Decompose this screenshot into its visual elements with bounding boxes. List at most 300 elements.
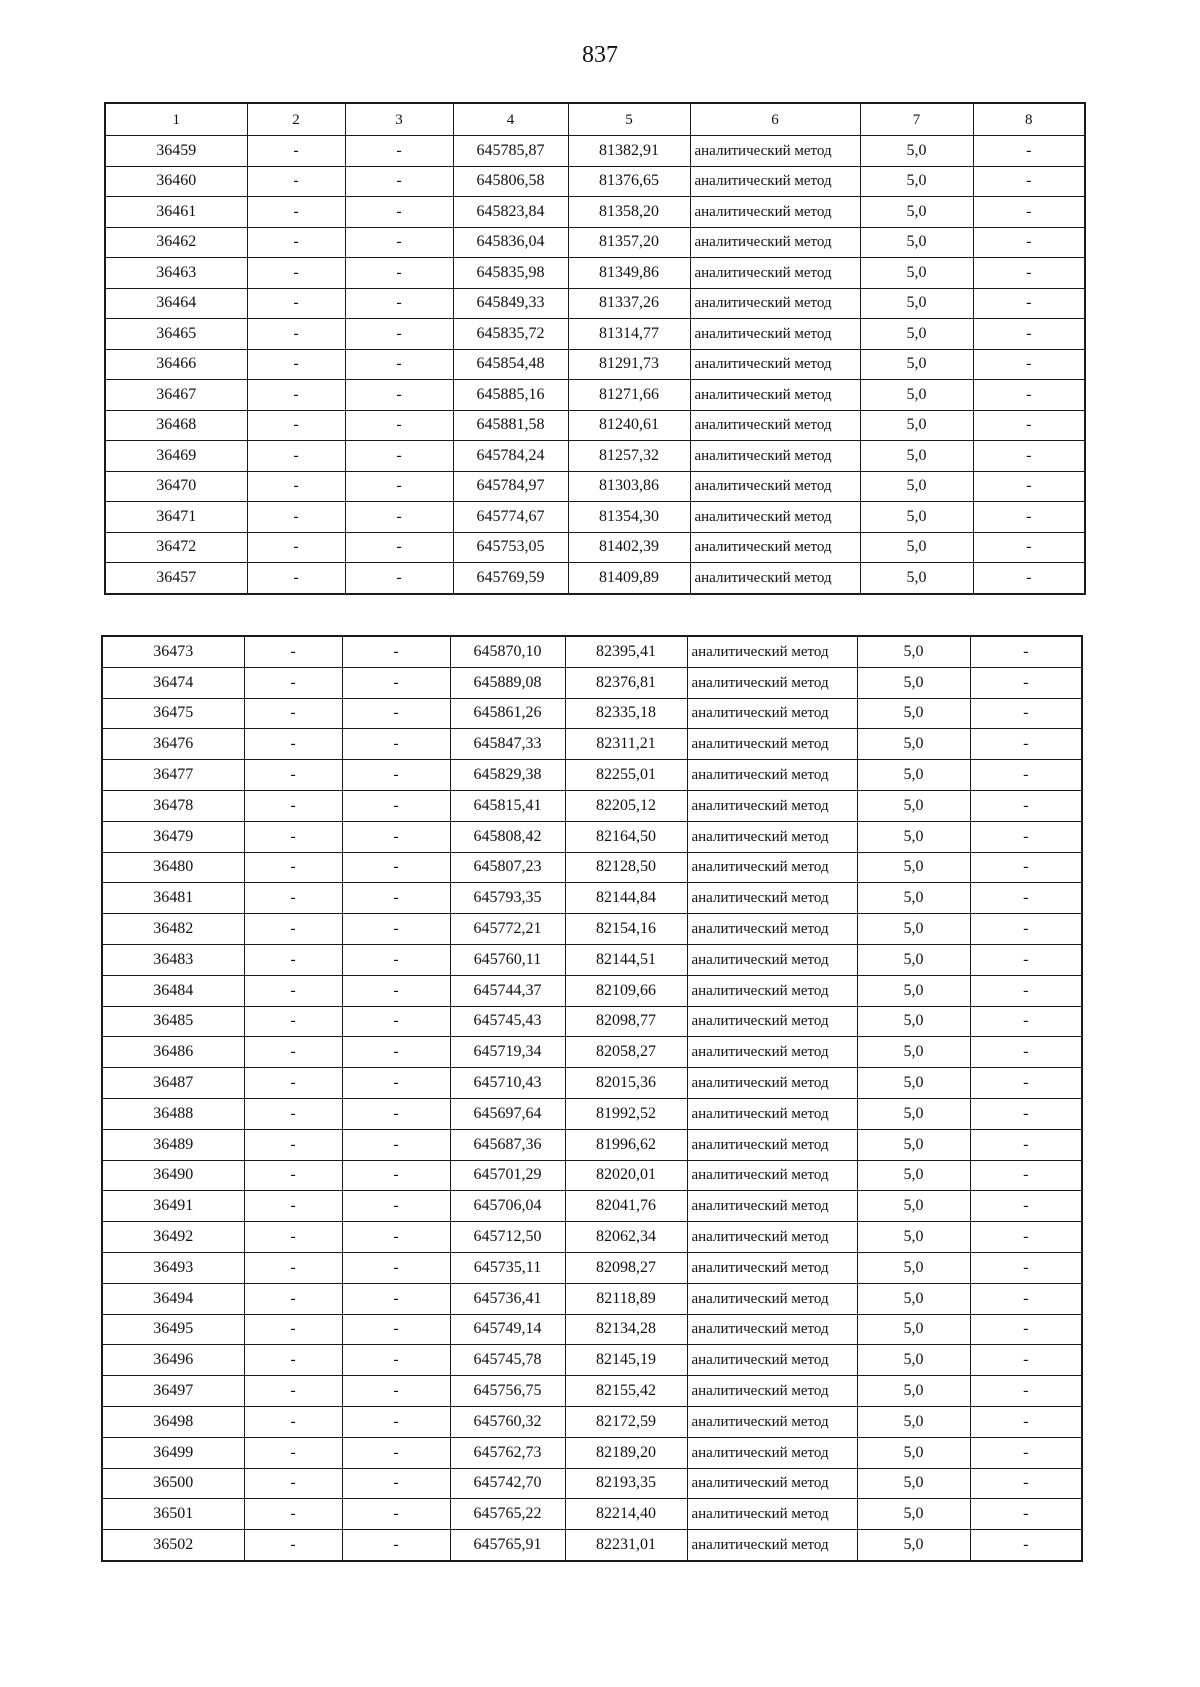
table-cell: аналитический метод xyxy=(690,410,860,441)
table-cell: 645710,43 xyxy=(450,1068,565,1099)
table-cell: 5,0 xyxy=(857,760,970,791)
table-cell: - xyxy=(342,729,450,760)
table-cell: - xyxy=(244,1283,342,1314)
table-cell: аналитический метод xyxy=(687,975,857,1006)
table-row xyxy=(105,166,1085,197)
table-cell: 645785,87 xyxy=(453,136,568,167)
table-cell: - xyxy=(247,227,345,258)
table-cell: 36494 xyxy=(102,1283,244,1314)
table-cell: 5,0 xyxy=(857,1037,970,1068)
table-cell: 82376,81 xyxy=(565,667,687,698)
table-cell: 82098,77 xyxy=(565,1006,687,1037)
table-cell: 5,0 xyxy=(857,790,970,821)
coordinates-table-top xyxy=(104,102,1086,595)
table-cell: - xyxy=(970,698,1082,729)
table-cell: 36499 xyxy=(102,1437,244,1468)
table-cell: - xyxy=(244,1006,342,1037)
table-cell: - xyxy=(970,1376,1082,1407)
table-cell: 36493 xyxy=(102,1252,244,1283)
table-cell: 36469 xyxy=(105,441,247,472)
table-cell: 36473 xyxy=(102,636,244,667)
table-cell: аналитический метод xyxy=(690,136,860,167)
table-cell: - xyxy=(970,1499,1082,1530)
table-cell: - xyxy=(247,136,345,167)
table-cell: 645701,29 xyxy=(450,1160,565,1191)
table-cell: аналитический метод xyxy=(687,790,857,821)
table-cell: 82255,01 xyxy=(565,760,687,791)
table-cell: 5,0 xyxy=(860,197,973,228)
table-cell: 81291,73 xyxy=(568,349,690,380)
table-cell: аналитический метод xyxy=(687,1376,857,1407)
table-cell: 5,0 xyxy=(860,166,973,197)
column-header: 3 xyxy=(345,103,453,136)
table-cell: - xyxy=(973,532,1085,563)
table-cell: 36492 xyxy=(102,1222,244,1253)
table-cell: аналитический метод xyxy=(687,1037,857,1068)
table-cell: 5,0 xyxy=(857,1345,970,1376)
table-cell: 645762,73 xyxy=(450,1437,565,1468)
table-cell: 5,0 xyxy=(857,975,970,1006)
table-cell: - xyxy=(345,380,453,411)
table-cell: - xyxy=(973,563,1085,594)
table-cell: аналитический метод xyxy=(690,288,860,319)
table-row xyxy=(102,698,1082,729)
table-cell: 36470 xyxy=(105,471,247,502)
table-cell: - xyxy=(970,1129,1082,1160)
table-cell: аналитический метод xyxy=(690,319,860,350)
table-cell: - xyxy=(970,975,1082,1006)
table-cell: 5,0 xyxy=(860,319,973,350)
table-cell: аналитический метод xyxy=(687,1499,857,1530)
table-cell: 81357,20 xyxy=(568,227,690,258)
table-cell: - xyxy=(342,1098,450,1129)
table-cell: аналитический метод xyxy=(687,636,857,667)
table-cell: - xyxy=(244,1129,342,1160)
table-row xyxy=(102,944,1082,975)
table-cell: аналитический метод xyxy=(687,698,857,729)
table-cell: - xyxy=(973,319,1085,350)
table-cell: - xyxy=(345,471,453,502)
table-cell: 645706,04 xyxy=(450,1191,565,1222)
table-cell: 36482 xyxy=(102,914,244,945)
table-cell: аналитический метод xyxy=(690,471,860,502)
table-cell: - xyxy=(970,729,1082,760)
table-cell: - xyxy=(244,1376,342,1407)
table-cell: - xyxy=(342,790,450,821)
table-cell: 5,0 xyxy=(860,349,973,380)
table-cell: - xyxy=(973,166,1085,197)
table-cell: 81303,86 xyxy=(568,471,690,502)
table-cell: 645885,16 xyxy=(453,380,568,411)
table-cell: аналитический метод xyxy=(690,349,860,380)
table-cell: 82144,84 xyxy=(565,883,687,914)
table-cell: - xyxy=(345,136,453,167)
table-cell: 36488 xyxy=(102,1098,244,1129)
table-cell: - xyxy=(244,883,342,914)
table-cell: - xyxy=(342,821,450,852)
table-cell: 81271,66 xyxy=(568,380,690,411)
table-cell: 5,0 xyxy=(857,914,970,945)
table-cell: - xyxy=(345,349,453,380)
table-cell: 82311,21 xyxy=(565,729,687,760)
table-cell: аналитический метод xyxy=(690,258,860,289)
table-cell: 5,0 xyxy=(857,667,970,698)
table-cell: 645765,22 xyxy=(450,1499,565,1530)
table-row xyxy=(102,1345,1082,1376)
table-cell: - xyxy=(244,1222,342,1253)
table-cell: аналитический метод xyxy=(687,1160,857,1191)
table-cell: 645808,42 xyxy=(450,821,565,852)
table-cell: 36467 xyxy=(105,380,247,411)
table-cell: аналитический метод xyxy=(687,760,857,791)
table-cell: аналитический метод xyxy=(687,1283,857,1314)
table-cell: 82395,41 xyxy=(565,636,687,667)
table-cell: аналитический метод xyxy=(687,1437,857,1468)
table-cell: 5,0 xyxy=(860,136,973,167)
table-cell: - xyxy=(244,975,342,1006)
table-cell: - xyxy=(345,441,453,472)
table-cell: 645687,36 xyxy=(450,1129,565,1160)
table-cell: - xyxy=(342,1006,450,1037)
table-cell: аналитический метод xyxy=(690,563,860,594)
table-bottom-body xyxy=(102,636,1082,1561)
table-cell: - xyxy=(342,914,450,945)
table-row xyxy=(102,821,1082,852)
table-cell: - xyxy=(973,410,1085,441)
table-cell: - xyxy=(973,471,1085,502)
table-cell: - xyxy=(970,1530,1082,1561)
table-cell: - xyxy=(345,288,453,319)
table-cell: - xyxy=(973,502,1085,533)
table-cell: 645749,14 xyxy=(450,1314,565,1345)
table-cell: 645760,11 xyxy=(450,944,565,975)
table-cell: 36478 xyxy=(102,790,244,821)
table-cell: 645849,33 xyxy=(453,288,568,319)
table-cell: - xyxy=(970,944,1082,975)
table-cell: 645793,35 xyxy=(450,883,565,914)
table-row xyxy=(102,1314,1082,1345)
table-cell: - xyxy=(342,1191,450,1222)
table-cell: 81358,20 xyxy=(568,197,690,228)
table-cell: 645735,11 xyxy=(450,1252,565,1283)
table-cell: аналитический метод xyxy=(687,1314,857,1345)
table-row xyxy=(102,1530,1082,1561)
table-cell: - xyxy=(345,502,453,533)
table-cell: 5,0 xyxy=(857,1129,970,1160)
table-cell: 81240,61 xyxy=(568,410,690,441)
table-cell: - xyxy=(247,441,345,472)
table-cell: 5,0 xyxy=(857,821,970,852)
table-cell: 36468 xyxy=(105,410,247,441)
table-cell: - xyxy=(342,760,450,791)
table-cell: 82058,27 xyxy=(565,1037,687,1068)
table-cell: 36472 xyxy=(105,532,247,563)
table-cell: 82155,42 xyxy=(565,1376,687,1407)
table-cell: 645854,48 xyxy=(453,349,568,380)
table-cell: - xyxy=(970,636,1082,667)
table-cell: - xyxy=(244,1098,342,1129)
table-cell: 36464 xyxy=(105,288,247,319)
table-row xyxy=(102,729,1082,760)
table-row xyxy=(105,563,1085,594)
table-cell: аналитический метод xyxy=(690,441,860,472)
table-cell: 81337,26 xyxy=(568,288,690,319)
table-cell: - xyxy=(244,1314,342,1345)
table-cell: - xyxy=(970,1468,1082,1499)
table-cell: 36501 xyxy=(102,1499,244,1530)
coordinates-table-bottom xyxy=(101,635,1083,1562)
table-cell: 82164,50 xyxy=(565,821,687,852)
table-row xyxy=(102,790,1082,821)
table-cell: 82189,20 xyxy=(565,1437,687,1468)
table-cell: 36483 xyxy=(102,944,244,975)
table-cell: 645829,38 xyxy=(450,760,565,791)
table-cell: 36477 xyxy=(102,760,244,791)
table-cell: 645807,23 xyxy=(450,852,565,883)
table-cell: - xyxy=(244,1160,342,1191)
table-cell: 82193,35 xyxy=(565,1468,687,1499)
table-cell: 5,0 xyxy=(857,698,970,729)
table-cell: - xyxy=(973,288,1085,319)
table-cell: - xyxy=(973,197,1085,228)
table-cell: аналитический метод xyxy=(687,1252,857,1283)
table-row xyxy=(102,1129,1082,1160)
table-cell: - xyxy=(345,258,453,289)
table-cell: аналитический метод xyxy=(687,1222,857,1253)
table-cell: 36479 xyxy=(102,821,244,852)
table-cell: - xyxy=(342,1499,450,1530)
table-cell: - xyxy=(342,636,450,667)
table-cell: - xyxy=(970,1068,1082,1099)
table-cell: аналитический метод xyxy=(687,729,857,760)
table-cell: - xyxy=(247,258,345,289)
table-cell: аналитический метод xyxy=(687,1098,857,1129)
table-cell: 645784,97 xyxy=(453,471,568,502)
page-number: 837 xyxy=(582,42,618,68)
table-cell: 36497 xyxy=(102,1376,244,1407)
table-cell: - xyxy=(970,1345,1082,1376)
table-cell: 645745,78 xyxy=(450,1345,565,1376)
table-cell: 36489 xyxy=(102,1129,244,1160)
table-row xyxy=(102,1499,1082,1530)
table-row xyxy=(105,410,1085,441)
table-row xyxy=(102,667,1082,698)
table-cell: - xyxy=(970,821,1082,852)
table-cell: - xyxy=(342,1314,450,1345)
table-cell: 645765,91 xyxy=(450,1530,565,1561)
table-cell: 81382,91 xyxy=(568,136,690,167)
table-cell: 5,0 xyxy=(860,288,973,319)
table-cell: 645835,72 xyxy=(453,319,568,350)
table-cell: 645835,98 xyxy=(453,258,568,289)
column-header: 1 xyxy=(105,103,247,136)
table-cell: - xyxy=(244,1499,342,1530)
table-cell: - xyxy=(247,166,345,197)
table-row xyxy=(102,1222,1082,1253)
table-cell: 645736,41 xyxy=(450,1283,565,1314)
table-row xyxy=(102,1006,1082,1037)
table-cell: 5,0 xyxy=(860,441,973,472)
column-header: 6 xyxy=(690,103,860,136)
table-cell: 645774,67 xyxy=(453,502,568,533)
table-cell: 645847,33 xyxy=(450,729,565,760)
table-cell: 5,0 xyxy=(857,944,970,975)
table-cell: 36502 xyxy=(102,1530,244,1561)
column-header: 8 xyxy=(973,103,1085,136)
table-cell: - xyxy=(244,852,342,883)
table-cell: - xyxy=(970,1160,1082,1191)
table-cell: 5,0 xyxy=(857,1406,970,1437)
table-cell: 36457 xyxy=(105,563,247,594)
table-cell: 82041,76 xyxy=(565,1191,687,1222)
table-cell: 36459 xyxy=(105,136,247,167)
table-cell: 81314,77 xyxy=(568,319,690,350)
table-cell: 645806,58 xyxy=(453,166,568,197)
column-header: 7 xyxy=(860,103,973,136)
table-cell: - xyxy=(970,1006,1082,1037)
table-cell: 36486 xyxy=(102,1037,244,1068)
table-cell: 645881,58 xyxy=(453,410,568,441)
table-cell: 5,0 xyxy=(860,563,973,594)
table-cell: 5,0 xyxy=(860,532,973,563)
table-cell: 81996,62 xyxy=(565,1129,687,1160)
table-cell: - xyxy=(345,227,453,258)
table-cell: аналитический метод xyxy=(687,1345,857,1376)
table-cell: аналитический метод xyxy=(690,166,860,197)
table-cell: 81409,89 xyxy=(568,563,690,594)
table-cell: - xyxy=(970,1037,1082,1068)
table-cell: 5,0 xyxy=(860,227,973,258)
table-row xyxy=(105,471,1085,502)
table-row xyxy=(102,1252,1082,1283)
table-cell: - xyxy=(970,914,1082,945)
table-cell: 5,0 xyxy=(857,1468,970,1499)
table-cell: аналитический метод xyxy=(687,1129,857,1160)
table-cell: 645870,10 xyxy=(450,636,565,667)
table-cell: 81376,65 xyxy=(568,166,690,197)
table-cell: - xyxy=(342,852,450,883)
table-cell: - xyxy=(244,1437,342,1468)
table-cell: - xyxy=(342,944,450,975)
table-cell: - xyxy=(342,667,450,698)
table-cell: - xyxy=(244,667,342,698)
table-cell: 82128,50 xyxy=(565,852,687,883)
table-row xyxy=(105,197,1085,228)
table-cell: 5,0 xyxy=(857,1222,970,1253)
table-cell: 5,0 xyxy=(857,1499,970,1530)
table-cell: - xyxy=(970,1406,1082,1437)
table-cell: 82062,34 xyxy=(565,1222,687,1253)
table-cell: 36476 xyxy=(102,729,244,760)
table-cell: - xyxy=(970,790,1082,821)
table-cell: 36462 xyxy=(105,227,247,258)
table-cell: 5,0 xyxy=(860,380,973,411)
table-cell: - xyxy=(342,1406,450,1437)
table-row xyxy=(102,1376,1082,1407)
table-cell: - xyxy=(244,636,342,667)
table-cell: - xyxy=(244,944,342,975)
table-cell: 5,0 xyxy=(857,1006,970,1037)
table-cell: 82205,12 xyxy=(565,790,687,821)
table-cell: 645712,50 xyxy=(450,1222,565,1253)
table-cell: - xyxy=(244,1530,342,1561)
table-cell: 645769,59 xyxy=(453,563,568,594)
table-cell: - xyxy=(970,1191,1082,1222)
table-cell: 5,0 xyxy=(857,1191,970,1222)
table-cell: аналитический метод xyxy=(687,1006,857,1037)
table-cell: 36466 xyxy=(105,349,247,380)
table-cell: - xyxy=(244,821,342,852)
table-cell: аналитический метод xyxy=(687,1530,857,1561)
table-cell: - xyxy=(345,563,453,594)
table-row xyxy=(102,1191,1082,1222)
table-cell: 645697,64 xyxy=(450,1098,565,1129)
table-cell: аналитический метод xyxy=(690,227,860,258)
table-cell: 82231,01 xyxy=(565,1530,687,1561)
table-cell: - xyxy=(342,1160,450,1191)
table-cell: аналитический метод xyxy=(687,883,857,914)
table-cell: - xyxy=(342,1222,450,1253)
table-cell: - xyxy=(244,760,342,791)
table-cell: 5,0 xyxy=(857,1098,970,1129)
table-cell: - xyxy=(247,349,345,380)
table-cell: 36463 xyxy=(105,258,247,289)
table-cell: 36500 xyxy=(102,1468,244,1499)
table-row xyxy=(105,136,1085,167)
table-cell: 645760,32 xyxy=(450,1406,565,1437)
table-cell: 5,0 xyxy=(857,1376,970,1407)
table-cell: - xyxy=(345,410,453,441)
table-cell: 5,0 xyxy=(860,258,973,289)
table-cell: - xyxy=(244,1068,342,1099)
table-cell: 645744,37 xyxy=(450,975,565,1006)
column-header: 5 xyxy=(568,103,690,136)
table-cell: 82335,18 xyxy=(565,698,687,729)
table-cell: - xyxy=(244,698,342,729)
table-cell: - xyxy=(342,1037,450,1068)
table-cell: 5,0 xyxy=(857,729,970,760)
table-cell: 81257,32 xyxy=(568,441,690,472)
table-cell: аналитический метод xyxy=(690,502,860,533)
table-cell: 5,0 xyxy=(860,502,973,533)
table-cell: аналитический метод xyxy=(687,852,857,883)
table-cell: - xyxy=(970,852,1082,883)
table-cell: - xyxy=(247,563,345,594)
table-cell: - xyxy=(342,975,450,1006)
table-cell: - xyxy=(342,1530,450,1561)
table-cell: - xyxy=(973,380,1085,411)
table-row xyxy=(102,760,1082,791)
column-header: 4 xyxy=(453,103,568,136)
table-cell: аналитический метод xyxy=(690,380,860,411)
table-cell: - xyxy=(342,1129,450,1160)
table-row xyxy=(105,380,1085,411)
table-cell: - xyxy=(345,532,453,563)
table-cell: - xyxy=(342,1283,450,1314)
table-cell: - xyxy=(247,288,345,319)
table-cell: 645823,84 xyxy=(453,197,568,228)
table-cell: 645889,08 xyxy=(450,667,565,698)
table-cell: - xyxy=(970,667,1082,698)
table-cell: - xyxy=(973,258,1085,289)
table-cell: 5,0 xyxy=(857,883,970,914)
table-cell: 36495 xyxy=(102,1314,244,1345)
table-cell: 5,0 xyxy=(857,1530,970,1561)
table-cell: - xyxy=(342,1437,450,1468)
table-cell: 36461 xyxy=(105,197,247,228)
table-row xyxy=(105,319,1085,350)
table-cell: - xyxy=(342,1068,450,1099)
